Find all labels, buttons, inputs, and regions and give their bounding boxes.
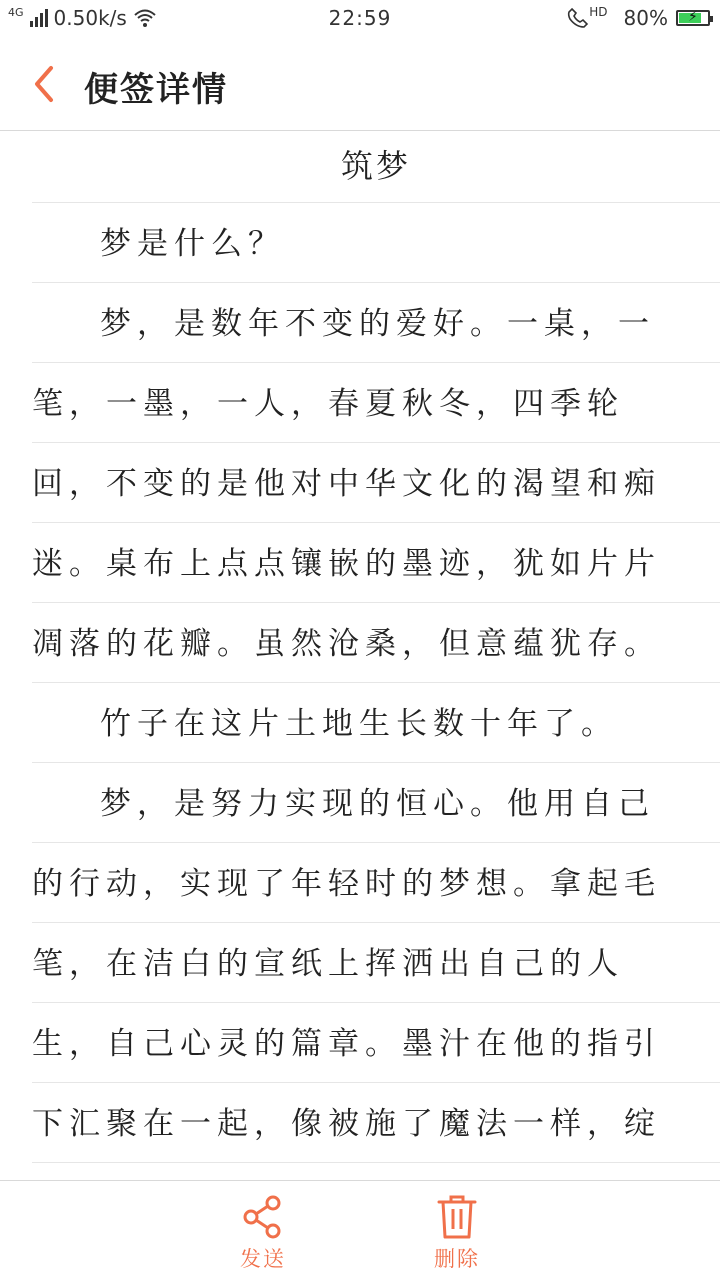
battery-icon (676, 10, 710, 26)
note-line: 生，自己心灵的篇章。墨汁在他的指引 (32, 1003, 720, 1083)
note-line: 凋落的花瓣。虽然沧桑，但意蕴犹存。 (32, 603, 720, 683)
trash-icon (433, 1193, 481, 1241)
share-label: 发送 (240, 1247, 286, 1271)
page-title: 便签详情 (84, 70, 228, 110)
delete-button[interactable] (412, 1193, 502, 1273)
note-body (0, 203, 720, 1163)
header (0, 36, 720, 131)
share-button[interactable] (218, 1193, 308, 1273)
clock: 22:59 (328, 6, 392, 30)
chevron-left-icon (32, 65, 56, 103)
network-speed: 0.50k/s (53, 6, 127, 30)
note-line: 梦是什么？ (32, 203, 720, 283)
hd-indicator: HD (589, 5, 608, 19)
note-line: 笔，一墨，一人，春夏秋冬，四季轮 (32, 363, 720, 443)
back-button[interactable] (24, 62, 64, 106)
bottom-action-bar (0, 1180, 720, 1280)
note-line: 梦，是努力实现的恒心。他用自己 (32, 763, 720, 843)
share-icon (239, 1193, 287, 1241)
battery-percent: 80% (623, 6, 668, 30)
note-line: 下汇聚在一起，像被施了魔法一样，绽 (32, 1083, 720, 1163)
phone-icon (567, 7, 589, 29)
note-line: 迷。桌布上点点镶嵌的墨迹，犹如片片 (32, 523, 720, 603)
status-bar (0, 0, 720, 36)
note-content[interactable] (0, 131, 720, 1181)
note-title: 筑梦 (32, 131, 720, 203)
note-line: 竹子在这片土地生长数十年了。 (32, 683, 720, 763)
network-type: 4G (8, 5, 24, 19)
status-right (567, 6, 710, 30)
note-line: 梦，是数年不变的爱好。一桌，一 (32, 283, 720, 363)
note-line: 笔，在洁白的宣纸上挥洒出自己的人 (32, 923, 720, 1003)
charging-icon: ⚡ (688, 9, 698, 25)
delete-label: 删除 (434, 1247, 480, 1271)
note-line: 回，不变的是他对中华文化的渴望和痴 (32, 443, 720, 523)
note-line: 的行动，实现了年轻时的梦想。拿起毛 (32, 843, 720, 923)
